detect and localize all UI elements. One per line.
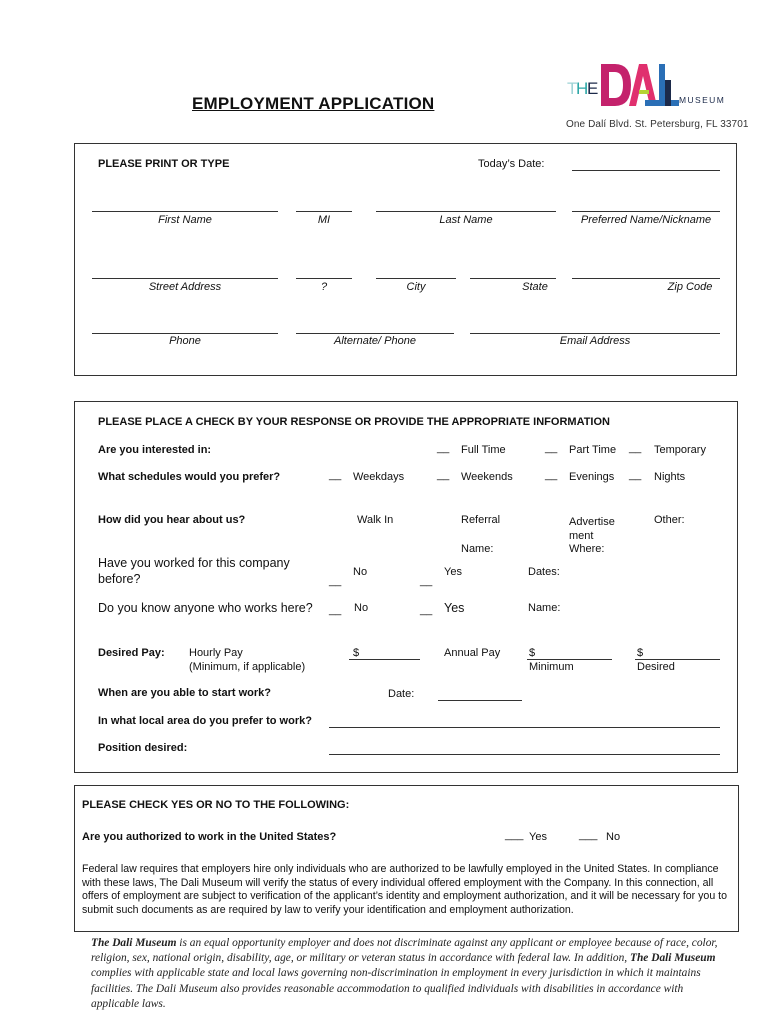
preferred-name-field[interactable] — [572, 211, 720, 212]
temporary-label: Temporary — [654, 444, 706, 456]
hourly-pay-label: Hourly Pay — [189, 647, 243, 659]
worked-no-label: No — [353, 566, 368, 578]
phone-caption: Phone — [169, 335, 201, 347]
authorized-no-checkbox[interactable]: ___ — [579, 829, 598, 841]
weekdays-label: Weekdays — [353, 471, 405, 483]
city-caption: City — [406, 281, 426, 293]
annual-pay-label: Annual Pay — [444, 647, 501, 659]
worked-before-question: Have you worked for this company before? — [98, 556, 290, 586]
referral-option[interactable]: Referral — [461, 514, 501, 526]
todays-date-field[interactable] — [572, 170, 720, 171]
start-date-label: Date: — [388, 688, 415, 700]
full-time-checkbox[interactable]: __ — [437, 442, 450, 454]
desired-caption: Desired — [637, 661, 675, 673]
annual-minimum-field[interactable] — [527, 659, 612, 660]
svg-text:T: T — [567, 79, 578, 98]
nights-checkbox[interactable]: __ — [629, 469, 642, 481]
authorized-no-label: No — [606, 831, 621, 843]
city-field[interactable] — [376, 278, 456, 279]
svg-text:E: E — [587, 79, 599, 98]
worked-dates-label: Dates: — [528, 566, 560, 578]
know-name-label: Name: — [528, 602, 561, 614]
part-time-label: Part Time — [569, 444, 617, 456]
worked-yes-checkbox[interactable]: __ — [420, 575, 433, 587]
know-yes-label: Yes — [444, 601, 465, 615]
nights-label: Nights — [654, 471, 686, 483]
worked-yes-label: Yes — [444, 566, 462, 578]
authorized-yes-label: Yes — [529, 831, 547, 843]
email-caption: Email Address — [559, 335, 631, 347]
start-work-question: When are you able to start work? — [98, 687, 271, 699]
walk-in-option[interactable]: Walk In — [357, 514, 394, 526]
first-name-caption: First Name — [158, 214, 212, 226]
street-address-caption: Street Address — [148, 281, 222, 293]
schedules-question: What schedules would you prefer? — [98, 471, 281, 483]
unknown-caption: ? — [320, 281, 328, 293]
first-name-field[interactable] — [92, 211, 278, 212]
last-name-caption: Last Name — [439, 214, 493, 226]
alternate-phone-field[interactable] — [296, 333, 454, 334]
start-date-field[interactable] — [438, 700, 522, 701]
alternate-phone-caption: Alternate/ Phone — [334, 335, 416, 347]
advertisement-option[interactable]: Advertise ment Where: — [569, 516, 615, 555]
museum-address: One Dalí Blvd. St. Petersburg, FL 33701 — [566, 119, 749, 130]
local-area-field[interactable] — [329, 727, 720, 728]
preferred-name-caption: Preferred Name/Nickname — [580, 214, 712, 226]
position-desired-label: Position desired: — [98, 742, 188, 754]
annual-desired-field[interactable] — [635, 659, 720, 660]
know-no-label: No — [354, 602, 369, 614]
svg-text:MUSEUM: MUSEUM — [679, 95, 726, 105]
worked-no-checkbox[interactable]: __ — [329, 575, 342, 587]
last-name-field[interactable] — [376, 211, 556, 212]
hourly-dollar-sign: $ — [353, 647, 360, 659]
yes-no-heading: PLEASE CHECK YES OR NO TO THE FOLLOWING: — [82, 799, 350, 811]
other-option[interactable]: Other: — [654, 514, 685, 526]
know-no-checkbox[interactable]: __ — [329, 604, 342, 616]
state-caption: State — [522, 281, 548, 293]
authorized-yes-checkbox[interactable]: ___ — [505, 829, 524, 841]
weekdays-checkbox[interactable]: __ — [329, 469, 342, 481]
annual-min-dollar-sign: $ — [529, 647, 536, 659]
email-field[interactable] — [470, 333, 720, 334]
part-time-checkbox[interactable]: __ — [545, 442, 558, 454]
eeo-text-part1: is an equal opportunity employer and does not discriminate against any applicant or employee because of race, color, religion, sex, national origin, disability, age, or military or veteran status in accordance with federal law. In addition, — [91, 937, 718, 965]
evenings-checkbox[interactable]: __ — [545, 469, 558, 481]
minimum-caption: Minimum — [529, 661, 574, 673]
federal-law-notice: Federal law requires that employers hire only individuals who are authorized to be lawfully employed in the United States. In compliance with these laws, The Dali Museum will verify the status of every individual offered employment with the Company. In this connection, all offers of employment are subject to verification of the applicant’s identity and employment authorization, and it will be necessary for you to submit such documents as are required by law to verify your identification and employment authorization. — [82, 863, 727, 916]
heard-question: How did you hear about us? — [98, 514, 246, 526]
evenings-label: Evenings — [569, 471, 615, 483]
mi-field[interactable] — [296, 211, 352, 212]
svg-text:H: H — [576, 79, 589, 98]
full-time-label: Full Time — [461, 444, 506, 456]
eeo-statement — [91, 936, 731, 1012]
referral-name-label: Name: — [461, 543, 494, 555]
know-anyone-question: Do you know anyone who works here? — [98, 601, 313, 615]
state-field[interactable] — [470, 278, 556, 279]
position-desired-field[interactable] — [329, 754, 720, 755]
zip-code-field[interactable] — [572, 278, 720, 279]
annual-desired-dollar-sign: $ — [637, 647, 644, 659]
todays-date-label: Today’s Date: — [478, 158, 545, 170]
local-area-question: In what local area do you prefer to work? — [98, 715, 312, 727]
eeo-org-name-2: The Dali Museum — [630, 952, 716, 965]
desired-pay-label: Desired Pay: — [98, 647, 165, 659]
street-address-field[interactable] — [92, 278, 278, 279]
zip-code-caption: Zip Code — [667, 281, 713, 293]
eeo-org-name: The Dali Museum — [91, 937, 177, 949]
hourly-pay-note: (Minimum, if applicable) — [189, 661, 306, 673]
print-or-type-heading: PLEASE PRINT OR TYPE — [98, 158, 230, 170]
interested-question: Are you interested in: — [98, 444, 212, 456]
weekends-checkbox[interactable]: __ — [437, 469, 450, 481]
hourly-pay-field[interactable] — [349, 659, 420, 660]
check-response-heading: PLEASE PLACE A CHECK BY YOUR RESPONSE OR PROVIDE THE APPROPRIATE INFORMATION — [98, 416, 610, 428]
phone-field[interactable] — [92, 333, 278, 334]
know-yes-checkbox[interactable]: __ — [420, 604, 433, 616]
form-title: EMPLOYMENT APPLICATION — [192, 94, 435, 113]
weekends-label: Weekends — [461, 471, 513, 483]
unknown-field[interactable] — [296, 278, 352, 279]
temporary-checkbox[interactable]: __ — [629, 442, 642, 454]
mi-caption: MI — [317, 214, 331, 226]
eeo-text-part2: complies with applicable state and local laws governing non-discrimination in employment in every jurisdiction in which it maintains facilities. The Dali Museum also provides reasonable accommodation to qualified individuals with disabilities in accordance with applicable laws. — [91, 967, 701, 1010]
authorized-question: Are you authorized to work in the United States? — [82, 831, 337, 843]
